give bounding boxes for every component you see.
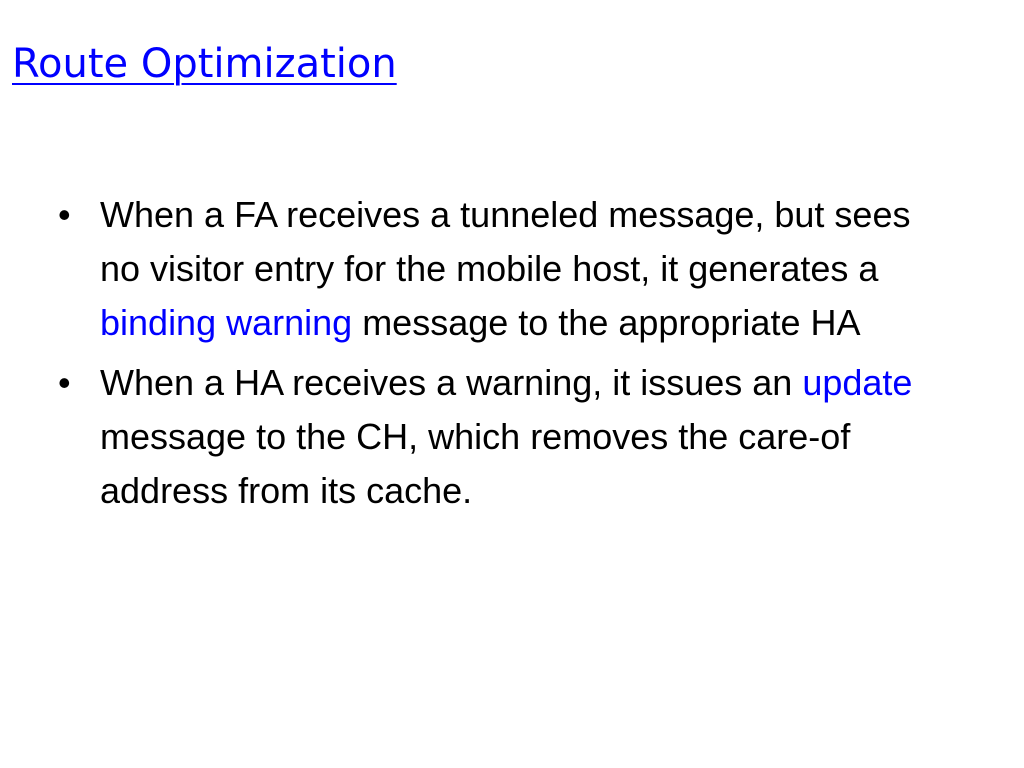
slide-title: Route Optimization [12,41,397,87]
bullet-text-start: When a FA receives a tunneled message, but sees no visitor entry for the mobile host, it generates a [100,194,911,289]
binding-warning-term: binding warning [100,302,353,343]
bullet-text-end: message to the appropriate HA [352,302,861,343]
update-term: update [802,362,913,403]
bullet-text-start: When a HA receives a warning, it issues an [100,362,803,403]
bullet-item [58,356,958,518]
bullet-text-end: message to the CH, which removes the care-of address from its cache. [100,416,851,511]
bullet-icon: • [58,194,71,235]
bullet-item [58,188,958,350]
bullet-list [58,188,958,524]
bullet-icon: • [58,362,71,403]
